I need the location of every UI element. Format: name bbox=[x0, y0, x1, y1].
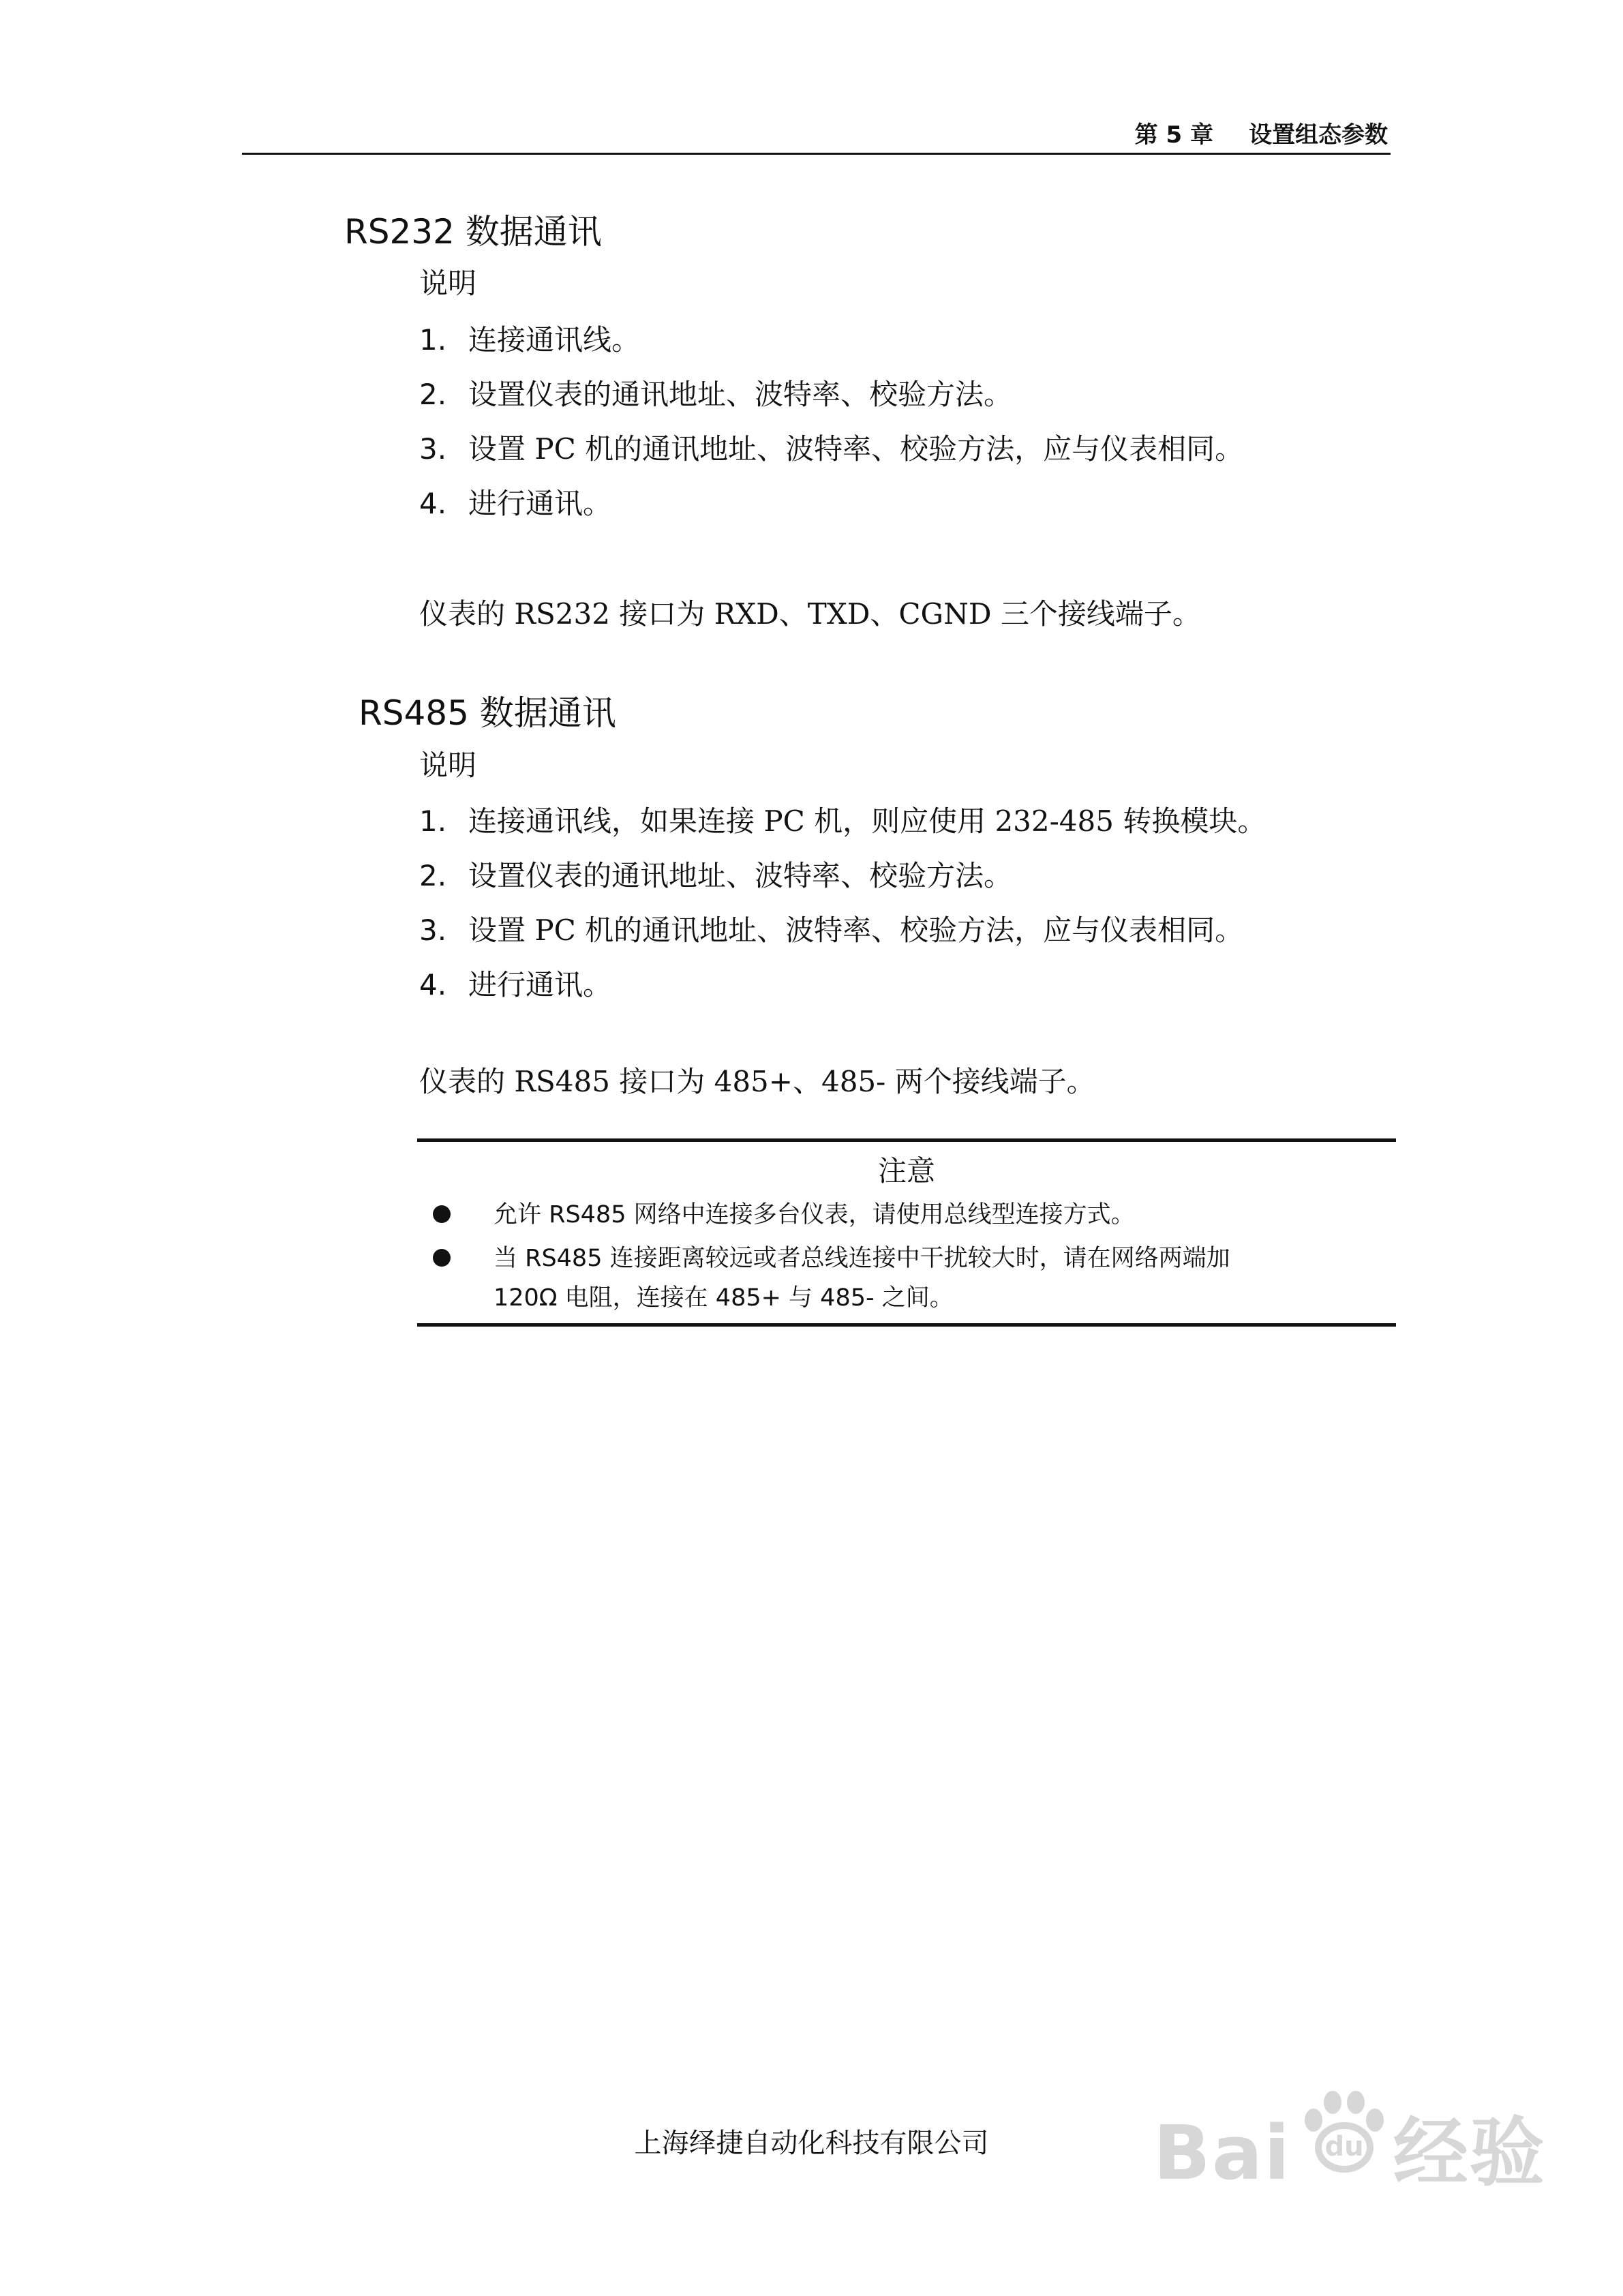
header-chapter: 第 5 章 bbox=[1134, 121, 1213, 149]
rs485-step-4 bbox=[419, 963, 611, 1003]
step-text: 设置仪表的通讯地址、波特率、校验方法。 bbox=[468, 859, 1013, 892]
page-footer: 上海绎捷自动化科技有限公司 bbox=[634, 2128, 989, 2159]
note-item-text: 允许 RS485 网络中连接多台仪表，请使用总线型连接方式。 bbox=[494, 1201, 1135, 1228]
step-text: 进行通讯。 bbox=[468, 968, 612, 1001]
step-text: 设置 PC 机的通讯地址、波特率、校验方法，应与仪表相同。 bbox=[468, 913, 1244, 947]
header-title: 设置组态参数 bbox=[1249, 121, 1388, 149]
rs232-step-4 bbox=[419, 481, 611, 522]
step-number: 1. bbox=[419, 323, 447, 357]
step-number: 3. bbox=[419, 432, 447, 466]
note-box bbox=[417, 1138, 1396, 1327]
baidu-jingyan-watermark bbox=[1153, 2093, 1546, 2256]
header-text bbox=[1135, 116, 1388, 149]
rs485-step-3 bbox=[419, 908, 1243, 949]
bullet-icon bbox=[433, 1249, 451, 1267]
step-text: 设置仪表的通讯地址、波特率、校验方法。 bbox=[468, 378, 1013, 411]
bullet-icon bbox=[433, 1205, 451, 1223]
rs485-step-1 bbox=[419, 799, 1266, 840]
rs232-step-3 bbox=[419, 427, 1243, 468]
step-text: 进行通讯。 bbox=[468, 487, 612, 520]
watermark-logo: Bai 经验 bbox=[1153, 2109, 1546, 2196]
rs485-step-2 bbox=[419, 854, 1012, 894]
rs232-step-2 bbox=[419, 372, 1012, 413]
rs485-summary: 仪表的 RS485 接口为 485+、485- 两个接线端子。 bbox=[419, 1065, 1095, 1098]
note-item-text: 当 RS485 连接距离较远或者总线连接中干扰较大时，请在网络两端加 bbox=[494, 1245, 1230, 1272]
step-text: 连接通讯线，如果连接 PC 机，则应使用 232-485 转换模块。 bbox=[468, 804, 1266, 838]
step-text: 连接通讯线。 bbox=[468, 323, 641, 357]
step-text: 设置 PC 机的通讯地址、波特率、校验方法，应与仪表相同。 bbox=[468, 432, 1244, 466]
rs232-step-1 bbox=[419, 318, 640, 359]
note-item-text: 120Ω 电阻，连接在 485+ 与 485- 之间。 bbox=[494, 1284, 954, 1312]
rs232-summary: 仪表的 RS232 接口为 RXD、TXD、CGND 三个接线端子。 bbox=[419, 597, 1201, 631]
rs232-intro: 说明 bbox=[419, 267, 477, 300]
rs232-section-title: RS232 数据通讯 bbox=[344, 212, 602, 252]
step-number: 4. bbox=[419, 487, 447, 520]
step-number: 2. bbox=[419, 859, 447, 892]
svg-text:du: du bbox=[1324, 2131, 1364, 2162]
step-number: 2. bbox=[419, 378, 447, 411]
rs485-section-title: RS485 数据通讯 bbox=[359, 693, 616, 733]
note-title: 注意 bbox=[877, 1154, 935, 1188]
step-number: 4. bbox=[419, 968, 447, 1001]
rs485-intro: 说明 bbox=[419, 749, 477, 782]
step-number: 3. bbox=[419, 913, 447, 947]
page-header bbox=[242, 115, 1391, 155]
paw-icon bbox=[1293, 2087, 1395, 2176]
step-number: 1. bbox=[419, 804, 447, 838]
